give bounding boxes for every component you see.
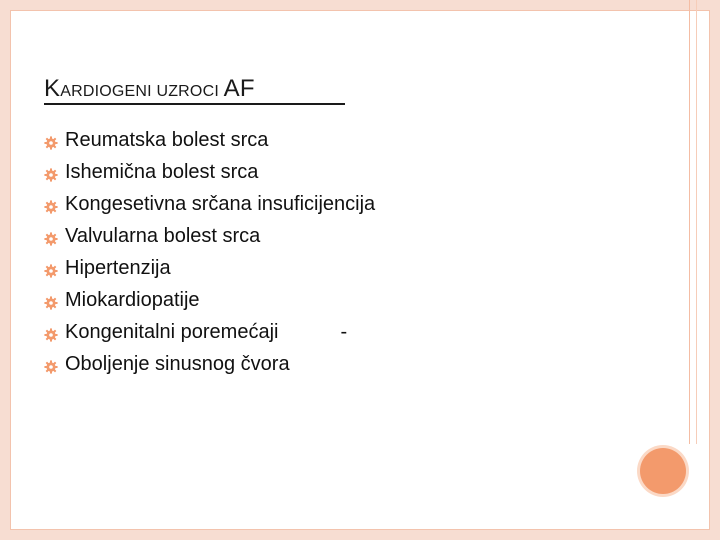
gear-icon [44, 133, 58, 147]
gear-icon [44, 165, 58, 179]
title-initial: K [44, 75, 61, 102]
bullet-text: Reumatska bolest srca [65, 128, 269, 151]
right-decorative-line [689, 0, 690, 444]
gear-icon [44, 293, 58, 307]
gear-icon [44, 357, 58, 371]
bullet-item [44, 252, 375, 284]
gear-icon [44, 197, 58, 211]
bullet-text: Valvularna bolest srca [65, 224, 261, 247]
bullet-text: Miokardiopatije [65, 288, 200, 311]
bullet-item [44, 124, 375, 156]
trailing-dash: - [340, 320, 348, 343]
bullet-item [44, 348, 375, 380]
bullet-text: Kongenitalni poremećaji [65, 320, 279, 343]
bullet-item [44, 156, 375, 188]
bullet-text: Oboljenje sinusnog čvora [65, 352, 290, 375]
gear-icon [44, 325, 58, 339]
right-decorative-line-2 [696, 0, 697, 444]
bullet-text: Hipertenzija [65, 256, 171, 279]
bullet-item [44, 220, 375, 252]
bullet-text: Kongesetivna srčana insuficijencija [65, 192, 376, 215]
bullet-list [44, 124, 375, 380]
title-underline [44, 103, 345, 105]
slide-title [44, 75, 255, 103]
gear-icon [44, 229, 58, 243]
title-suffix: AF [223, 75, 255, 102]
bullet-text: Ishemična bolest srca [65, 160, 259, 183]
bullet-item [44, 316, 375, 348]
gear-icon [44, 261, 58, 275]
title-body: ARDIOGENI UZROCI [60, 83, 224, 100]
bullet-item [44, 284, 375, 316]
decorative-circle [640, 448, 686, 494]
bullet-item [44, 188, 375, 220]
